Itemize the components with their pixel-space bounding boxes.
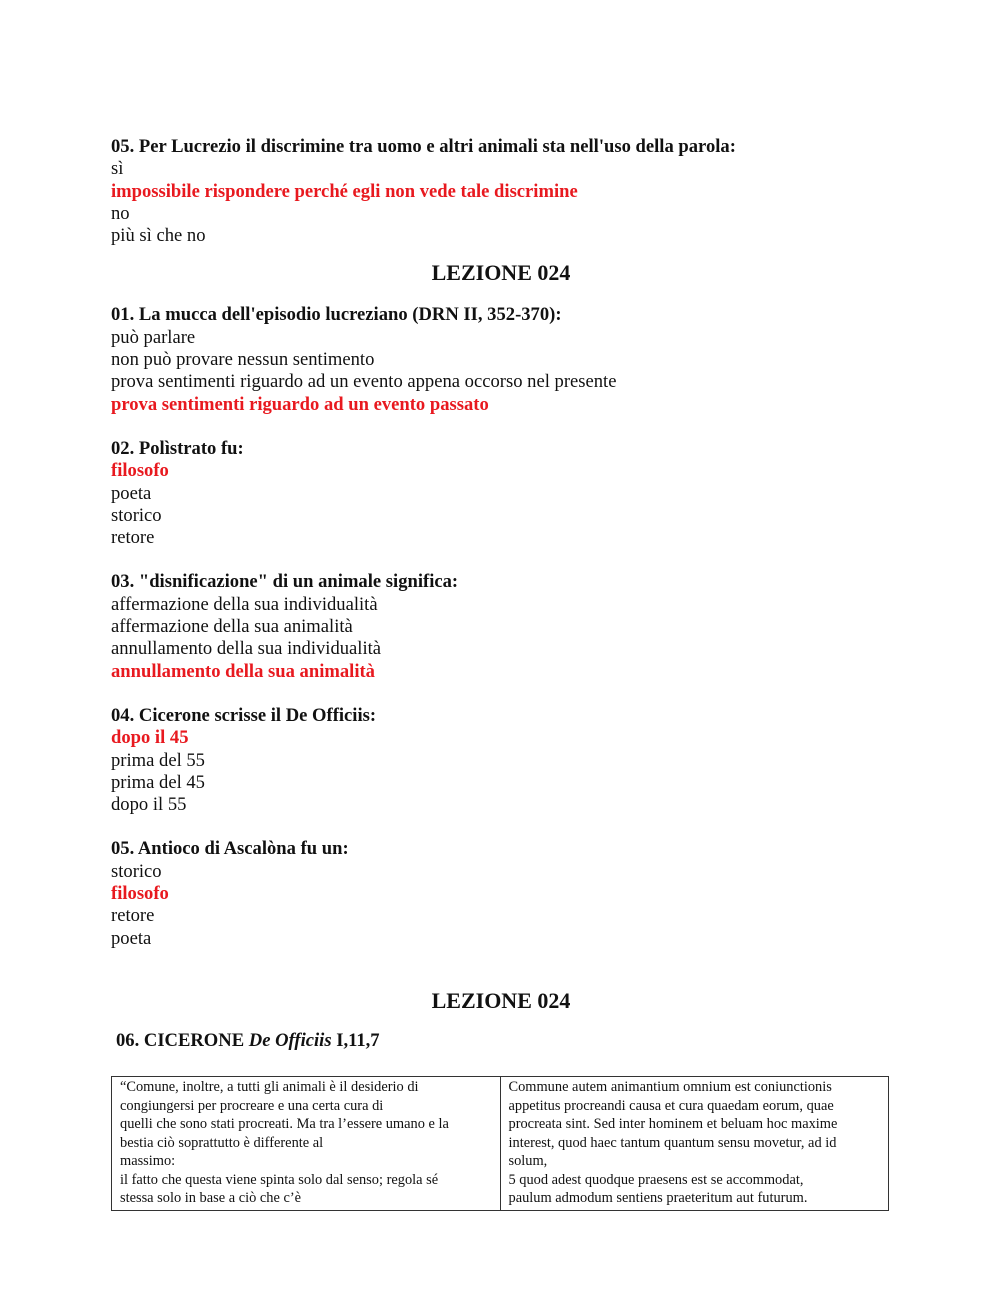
section-title <box>116 1030 891 1052</box>
answer-option: poeta <box>111 482 152 504</box>
italian-line: stessa solo in base a ciò che c’è <box>120 1190 302 1207</box>
answer-option: retore <box>111 527 155 549</box>
latin-line: Commune autem animantium omnium est coniunctionis <box>508 1078 832 1095</box>
correct-answer-option: annullamento della sua animalità <box>111 660 375 682</box>
latin-line: 5 quod adest quodque praesens est se accommodat, <box>508 1171 804 1188</box>
question-title: 02. Polìstrato fu: <box>111 437 244 459</box>
answer-option: affermazione della sua animalità <box>111 616 353 638</box>
correct-answer-option: dopo il 45 <box>111 727 189 749</box>
correct-answer-option: filosofo <box>111 883 169 905</box>
answer-option: non può provare nessun sentimento <box>111 349 375 371</box>
question-block <box>111 438 891 549</box>
answer-option: prova sentimenti riguardo ad un evento appena occorso nel presente <box>111 371 617 393</box>
question-title: 04. Cicerone scrisse il De Officiis: <box>111 704 377 726</box>
question-title: 03. "disnificazione" di un animale significa: <box>111 571 459 593</box>
answer-option: retore <box>111 905 155 927</box>
table-row <box>112 1076 889 1210</box>
question-title: 01. La mucca dell'episodio lucreziano (DRN II, 352-370): <box>111 304 562 326</box>
question-block <box>111 705 891 816</box>
answer-option: affermazione della sua individualità <box>111 593 378 615</box>
italian-line: bestia ciò soprattutto è differente al <box>120 1134 324 1151</box>
italian-line: congiungersi per procreare e una certa cura di <box>120 1097 384 1114</box>
section-prefix: 06. CICERONE <box>116 1029 249 1051</box>
answer-option: storico <box>111 504 162 526</box>
italian-line: quelli che sono stati procreati. Ma tra l’essere umano e la <box>120 1116 449 1133</box>
latin-line: appetitus procreandi causa et cura quaedam eorum, quae <box>508 1097 834 1114</box>
correct-answer-option: prova sentimenti riguardo ad un evento passato <box>111 393 489 415</box>
italian-translation-cell <box>112 1076 501 1210</box>
italian-line: il fatto che questa viene spinta solo dal senso; regola sé <box>120 1171 439 1188</box>
answer-option: prima del 55 <box>111 749 205 771</box>
answer-option: dopo il 55 <box>111 794 187 816</box>
question-title: 05. Per Lucrezio il discrimine tra uomo e altri animali sta nell'uso della parola: <box>111 136 736 157</box>
latin-line: interest, quod haec tantum quantum sensu movetur, ad id <box>508 1134 837 1151</box>
question-block <box>111 838 891 949</box>
latin-line: solum, <box>508 1153 548 1170</box>
correct-answer-option: filosofo <box>111 460 169 482</box>
answer-option: può parlare <box>111 326 196 348</box>
answer-option: più sì che no <box>111 225 206 247</box>
question-block <box>111 136 891 247</box>
lesson-heading: LEZIONE 024 <box>431 987 571 1013</box>
italian-line: massimo: <box>120 1153 176 1170</box>
section-reference: I,11,7 <box>331 1029 380 1051</box>
latin-text-cell <box>500 1076 889 1210</box>
answer-option: sì <box>111 158 124 180</box>
answer-option: poeta <box>111 927 152 949</box>
latin-line: procreata sint. Sed inter hominem et beluam hoc maxime <box>508 1116 838 1133</box>
document-content <box>111 136 891 1211</box>
answer-option: annullamento della sua individualità <box>111 638 382 660</box>
question-block <box>111 304 891 415</box>
question-title: 05. Antioco di Ascalòna fu un: <box>111 838 349 860</box>
italian-line: “Comune, inoltre, a tutti gli animali è il desiderio di <box>120 1078 419 1095</box>
bilingual-table <box>111 1076 889 1211</box>
question-block <box>111 571 891 682</box>
correct-answer-option: impossibile rispondere perché egli non vede tale discrimine <box>111 180 578 202</box>
section-work-title: De Officiis <box>248 1029 332 1051</box>
latin-line: paulum admodum sentiens praeteritum aut futurum. <box>508 1190 808 1207</box>
lesson-heading: LEZIONE 024 <box>431 260 571 286</box>
answer-option: storico <box>111 860 162 882</box>
answer-option: no <box>111 202 130 224</box>
answer-option: prima del 45 <box>111 771 205 793</box>
